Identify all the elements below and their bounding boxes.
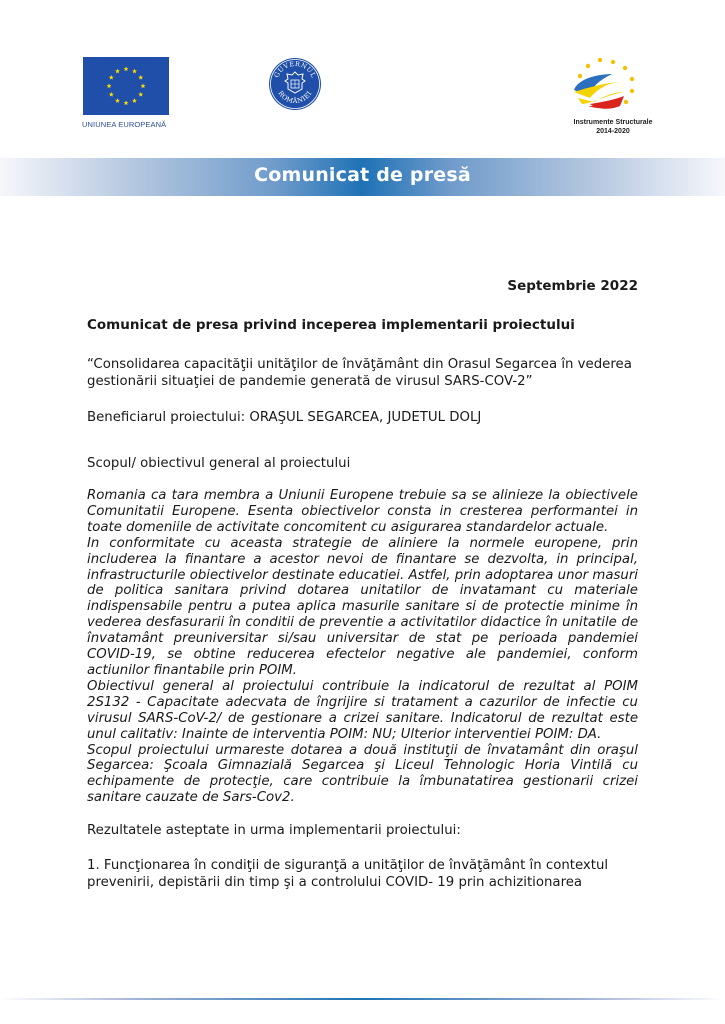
eu-star bbox=[115, 69, 120, 74]
eu-flag bbox=[83, 57, 169, 115]
banner-title: Comunicat de presă bbox=[254, 164, 471, 186]
objectives-text bbox=[87, 488, 638, 806]
eu-star bbox=[115, 98, 120, 103]
eu-star bbox=[138, 75, 143, 80]
footer-divider bbox=[0, 998, 725, 1000]
eu-label: UNIUNEA EUROPEANĂ bbox=[82, 120, 167, 129]
result-item: 1. Funcţionarea în condiţii de siguranţă a unităţilor de învăţământ în contextul prevenirii, depistării din timp şi a controlului COVID- 19 prin achizitionarea bbox=[87, 858, 609, 890]
paragraph: Obiectivul general al proiectului contribuie la indicatorul de rezultat al POIM 2S132 - Capacitate adecvata de îngrijire si tratament a cazurilor de infectie cu virusul SARS-CoV-2/ de gestionare a crizei sanitare. Indicatorul de rezultat este unul calitativ: Inainte de interventia POIM: NU; Ulterior interventiei POIM: DA. bbox=[87, 678, 638, 742]
eu-star bbox=[138, 92, 143, 97]
eu-star bbox=[132, 98, 137, 103]
eu-star bbox=[141, 83, 146, 88]
eu-star bbox=[132, 69, 137, 74]
structural-instruments-emblem-icon bbox=[560, 52, 670, 118]
seal-bottom-text: ROMÂNIEI bbox=[276, 89, 314, 106]
scope-label: Scopul/ obiectivul general al proiectului bbox=[87, 456, 351, 471]
instrumente-structurale-logo bbox=[560, 52, 670, 144]
seal-top-text: GUVERNUL bbox=[272, 59, 318, 80]
eu-star bbox=[124, 66, 129, 71]
results-label: Rezultatele asteptate in urma implementarii proiectului: bbox=[87, 823, 461, 838]
project-title: “Consolidarea capacităţii unităţilor de învăţământ din Orasul Segarcea în vederea gestionării situaţiei de pandemie generată de virusul SARS-COV-2” bbox=[87, 357, 632, 389]
government-seal-logo bbox=[268, 57, 322, 111]
eu-star bbox=[124, 100, 129, 105]
press-release-banner bbox=[0, 158, 725, 196]
eu-star bbox=[107, 83, 112, 88]
document-date: Septembrie 2022 bbox=[507, 278, 638, 294]
beneficiary: Beneficiarul proiectului: ORAŞUL SEGARCEA, JUDETUL DOLJ bbox=[87, 410, 482, 425]
instruments-label bbox=[560, 118, 666, 136]
paragraph: In conformitate cu aceasta strategie de aliniere la normele europene, prin includerea la finantare a acestor nevoi de finantare se dezvolta, in principal, infrastructurile obiectivelor destinate educatiei. Astfel, prin adoptarea unor masuri de politica sanitara privind dotarea unitatilor de invatamant cu materiale indispensabile pentru a putea aplica masurile sanitare si de protectie minime în vederea desfasurarii în conditii de preventie a activitatilor didactice în unitatile de învatamânt preuniversitar si/sau universitar de stat pe perioada pandemiei COVID-19, se obtine reducerea efectelor negative ale pandemiei, conform actiunilor finantabile prin POIM. bbox=[87, 535, 638, 678]
paragraph: Romania ca tara membra a Uniunii Europene trebuie sa se alinieze la obiectivele Comunitatii Europene. Esenta obiectivelor consta in cresterea performantei in toate domeniile de activitate concomitent cu asigurarea standardelor actuale. bbox=[87, 488, 638, 535]
eu-stars-icon bbox=[83, 57, 169, 115]
eu-star bbox=[109, 92, 114, 97]
document-heading: Comunicat de presa privind inceperea implementarii proiectului bbox=[87, 317, 575, 333]
eu-star bbox=[109, 75, 114, 80]
paragraph: Scopul proiectului urmareste dotarea a două instituţii de învatamânt din oraşul Segarcea: Şcoala Gimnazială Segarcea şi Liceul Tehnologic Horia Vintilă cu echipamente de protecţie, care contribuie la îmbunatatirea gestionarii crizei sanitare cauzate de Sars-Cov2. bbox=[87, 742, 638, 806]
instruments-line2: 2014-2020 bbox=[596, 128, 630, 135]
instruments-line1: Instrumente Structurale bbox=[573, 119, 653, 126]
eu-logo bbox=[82, 57, 170, 129]
